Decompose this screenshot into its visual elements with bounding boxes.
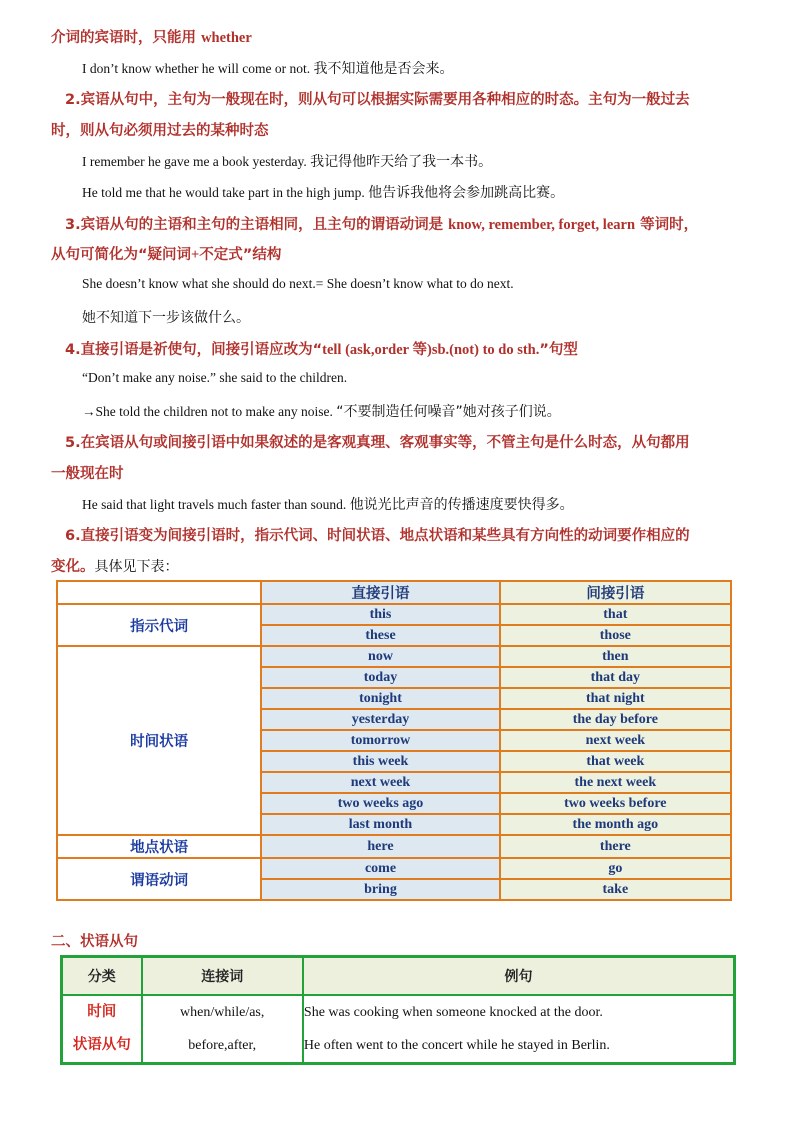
rule-text: 等 <box>412 342 427 358</box>
table-header-row <box>62 957 734 995</box>
header-indirect-speech: 间接引语 <box>500 581 731 604</box>
adverbial-clause-table <box>60 955 736 1065</box>
example-sentence: She was cooking when someone knocked at the door. <box>303 1005 603 1020</box>
line-text: 介词的宾语时，只能用 <box>51 30 202 46</box>
example-zh: “不要制造任何噪音”她对孩子们说。 <box>336 404 561 420</box>
category-label: 时间 <box>87 1004 117 1020</box>
conjunction-text: before,after, <box>188 1038 257 1053</box>
example-en: He said that light travels much faster than sound. <box>82 497 350 512</box>
table-row <box>57 835 731 858</box>
rule-2-line-1: 2.宾语从句中，主句为一般现在时，则从句可以根据实际需要用各种相应的时态。主句为一般过去 <box>65 92 690 108</box>
rule-text: 等词时， <box>635 217 699 233</box>
example-line-1 <box>82 58 453 78</box>
indirect-speech-cell: there <box>500 835 731 858</box>
rule-text: ”句型 <box>539 342 578 358</box>
direct-speech-cell: tomorrow <box>261 730 499 751</box>
table-header-row <box>57 581 731 604</box>
rule-text: 4.直接引语是祈使句，间接引语应改为“ <box>65 342 323 358</box>
speech-change-table <box>56 580 732 901</box>
direct-speech-cell: come <box>261 858 499 879</box>
section-2-title: 二、状语从句 <box>51 934 138 950</box>
example-line-5: 她不知道下一步该做什么。 <box>82 310 250 326</box>
indirect-speech-cell: then <box>500 646 731 667</box>
example-zh: 我不知道他是否会来。 <box>313 61 454 77</box>
indirect-speech-cell: that week <box>500 751 731 772</box>
example-zh: 他告诉我他将会参加跳高比赛。 <box>368 185 565 201</box>
rule-text-en: )sb.(not) to do sth. <box>426 342 540 358</box>
example-zh: 他说光比声音的传播速度要快得多。 <box>349 497 574 513</box>
example-en: →She told the children not to make any noise. <box>82 404 337 419</box>
header-category: 分类 <box>62 957 142 995</box>
category-label: 状语从句 <box>72 1037 131 1053</box>
line-text-en: whether <box>201 30 252 46</box>
direct-speech-cell: yesterday <box>261 709 499 730</box>
category-cell: 谓语动词 <box>57 858 261 900</box>
direct-speech-cell: this week <box>261 751 499 772</box>
direct-speech-cell: these <box>261 625 499 646</box>
direct-speech-cell: last month <box>261 814 499 835</box>
text-line-1 <box>51 26 252 47</box>
example-line-6: “Don’t make any noise.” she said to the children. <box>82 370 348 385</box>
example-line-8 <box>82 494 574 514</box>
indirect-speech-cell: those <box>500 625 731 646</box>
rule-6-line-1: 6.直接引语变为间接引语时，指示代词、时间状语、地点状语和某些具有方向性的动词要作相应的 <box>65 528 690 544</box>
rule-5-line-2: 一般现在时 <box>51 466 124 482</box>
category-cell: 时间状语 <box>57 646 261 835</box>
rule-3-line-1 <box>65 213 698 234</box>
direct-speech-cell: today <box>261 667 499 688</box>
rule-4-line <box>65 338 578 359</box>
example-zh: 我记得他昨天给了我一本书。 <box>310 154 493 170</box>
indirect-speech-cell: go <box>500 858 731 879</box>
example-en: He told me that he would take part in the high jump. <box>82 185 369 200</box>
indirect-speech-cell: two weeks before <box>500 793 731 814</box>
direct-speech-cell: bring <box>261 879 499 900</box>
example-cell <box>303 995 734 1063</box>
category-cell: 地点状语 <box>57 835 261 858</box>
example-en: I remember he gave me a book yesterday. <box>82 154 311 169</box>
example-line-7 <box>82 401 561 421</box>
example-line-3 <box>82 182 564 202</box>
rule-3-line-2 <box>51 243 281 264</box>
rule-text: 3.宾语从句的主语和主句的主语相同，且主句的谓语动词是 <box>65 217 449 233</box>
category-cell: 指示代词 <box>57 604 261 646</box>
table-row <box>57 646 731 667</box>
example-line-2 <box>82 151 492 171</box>
rule-text-en: tell (ask,order <box>322 342 413 358</box>
table-row <box>57 858 731 879</box>
rule-text: 不定式”结构 <box>199 247 282 263</box>
table-row <box>62 995 734 1063</box>
direct-speech-cell: now <box>261 646 499 667</box>
example-en: I don’t know whether he will come or not. <box>82 61 314 76</box>
rule-text-en: + <box>191 247 200 263</box>
conjunction-cell <box>142 995 303 1063</box>
indirect-speech-cell: the month ago <box>500 814 731 835</box>
indirect-speech-cell: that <box>500 604 731 625</box>
table-row <box>57 604 731 625</box>
rule-text-en: know, remember, forget, learn <box>448 217 636 233</box>
indirect-speech-cell: that night <box>500 688 731 709</box>
rule-text-plain: 具体见下表： <box>94 559 179 575</box>
rule-text: 从句可简化为“疑问词 <box>51 247 192 263</box>
direct-speech-cell: tonight <box>261 688 499 709</box>
rule-2-line-2: 时，则从句必须用过去的某种时态 <box>51 123 269 139</box>
direct-speech-cell: this <box>261 604 499 625</box>
indirect-speech-cell: the next week <box>500 772 731 793</box>
conjunction-text: when/while/as, <box>180 1005 265 1020</box>
indirect-speech-cell: take <box>500 879 731 900</box>
rule-5-line-1: 5.在宾语从句或间接引语中如果叙述的是客观真理、客观事实等，不管主句是什么时态，从句都用 <box>65 435 690 451</box>
rule-6-line-2 <box>51 555 179 576</box>
header-example: 例句 <box>303 957 734 995</box>
indirect-speech-cell: the day before <box>500 709 731 730</box>
direct-speech-cell: two weeks ago <box>261 793 499 814</box>
indirect-speech-cell: next week <box>500 730 731 751</box>
header-direct-speech: 直接引语 <box>261 581 499 604</box>
direct-speech-cell: here <box>261 835 499 858</box>
example-sentence: He often went to the concert while he stayed in Berlin. <box>303 1038 610 1053</box>
header-conjunction: 连接词 <box>142 957 303 995</box>
rule-text: 变化。 <box>51 559 95 575</box>
direct-speech-cell: next week <box>261 772 499 793</box>
category-cell <box>62 995 142 1063</box>
example-line-4: She doesn’t know what she should do next.= She doesn’t know what to do next. <box>82 276 514 291</box>
speech-change-table-body <box>57 581 731 900</box>
indirect-speech-cell: that day <box>500 667 731 688</box>
header-blank-cell <box>57 581 261 604</box>
